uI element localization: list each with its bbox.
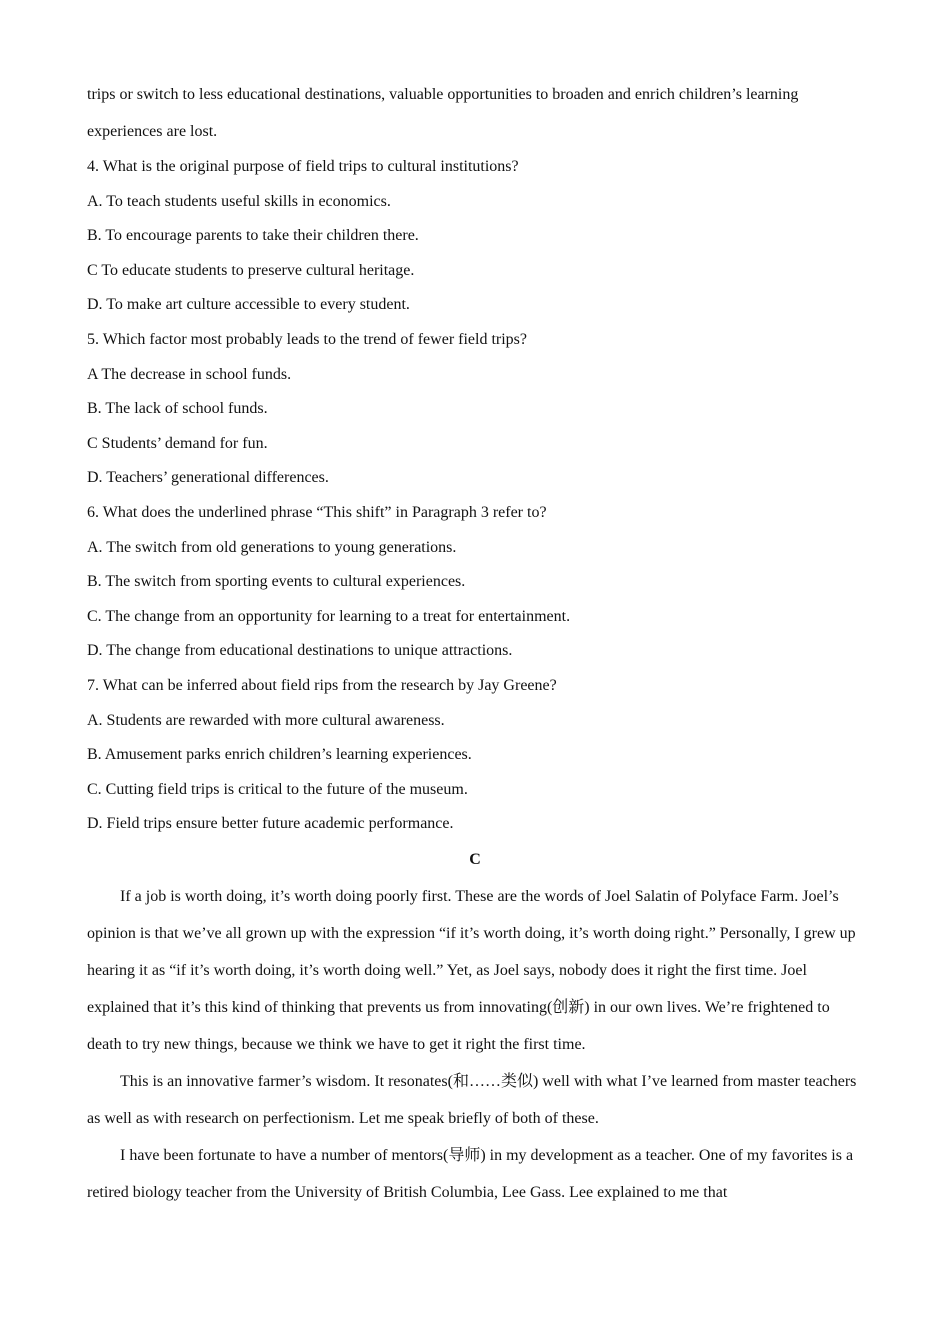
question-7	[87, 669, 863, 842]
option-d: D. The change from educational destinations to unique attractions.	[87, 642, 513, 660]
option-b: B. The lack of school funds.	[87, 400, 268, 418]
option-a: A. The switch from old generations to young generations.	[87, 538, 457, 556]
section-heading: C	[469, 850, 481, 868]
passage-paragraph-1: If a job is worth doing, it’s worth doing poorly first. These are the words of Joel Salatin of Polyface Farm. Joel’s opinion is that we’ve all grown up with the expression “if it’s worth doing, it’s worth doing right.” Personally, I grew up hearing it as “if it’s worth doing, it’s worth doing well.” Yet, as Joel says, nobody does it right the first time. Joel explained that it’s this kind of thinking that prevents us from innovating(创新) in our own lives. We’re frightened to death to try new things, because we think we have to get it right the first time.	[87, 887, 856, 1053]
option-c: C Students’ demand for fun.	[87, 434, 268, 452]
question-5	[87, 323, 863, 496]
option-c: C. Cutting field trips is critical to the future of the museum.	[87, 780, 468, 798]
option-b: B. The switch from sporting events to cultural experiences.	[87, 573, 466, 591]
question-4	[87, 150, 863, 323]
option-a: A. Students are rewarded with more cultural awareness.	[87, 711, 445, 729]
intro-paragraph: trips or switch to less educational destinations, valuable opportunities to broaden and enrich children’s learning experiences are lost.	[87, 86, 799, 140]
option-d: D. Teachers’ generational differences.	[87, 469, 329, 487]
option-a: A The decrease in school funds.	[87, 365, 292, 383]
option-d: D. Field trips ensure better future academic performance.	[87, 815, 454, 833]
option-b: B. Amusement parks enrich children’s learning experiences.	[87, 746, 472, 764]
question-stem: 7. What can be inferred about field rips from the research by Jay Greene?	[87, 676, 557, 694]
option-c: C To educate students to preserve cultural heritage.	[87, 261, 415, 279]
option-a: A. To teach students useful skills in economics.	[87, 192, 391, 210]
question-6	[87, 496, 863, 669]
option-d: D. To make art culture accessible to every student.	[87, 296, 410, 314]
document-page	[87, 76, 863, 1211]
question-stem: 5. Which factor most probably leads to the trend of fewer field trips?	[87, 330, 528, 348]
question-stem: 4. What is the original purpose of field trips to cultural institutions?	[87, 158, 519, 175]
option-b: B. To encourage parents to take their children there.	[87, 227, 419, 245]
passage-paragraph-3: I have been fortunate to have a number of mentors(导师) in my development as a teacher. One of my favorites is a retired biology teacher from the University of British Columbia, Lee Gass. Lee explained to me that	[87, 1146, 854, 1201]
passage-paragraph-2: This is an innovative farmer’s wisdom. It resonates(和……类似) well with what I’ve learned from master teachers as well as with research on perfectionism. Let me speak briefly of both of these.	[87, 1072, 857, 1127]
question-stem: 6. What does the underlined phrase “This shift” in Paragraph 3 refer to?	[87, 503, 547, 521]
option-c: C. The change from an opportunity for learning to a treat for entertainment.	[87, 607, 571, 625]
